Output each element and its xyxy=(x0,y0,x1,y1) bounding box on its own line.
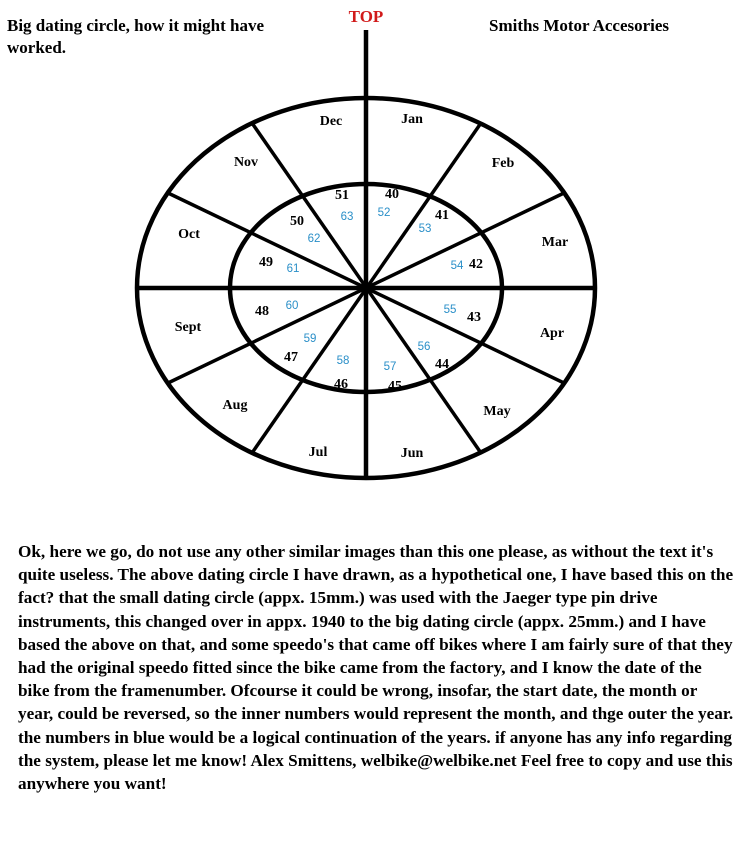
year-label-40: 40 xyxy=(385,187,399,202)
year-label-60: 60 xyxy=(285,300,299,312)
year-label-63: 63 xyxy=(340,211,354,223)
month-label-jul: Jul xyxy=(308,445,328,460)
year-label-42: 42 xyxy=(469,257,483,272)
month-label-may: May xyxy=(483,404,511,419)
year-label-44: 44 xyxy=(435,357,449,372)
year-label-53: 53 xyxy=(418,223,432,235)
year-label-52: 52 xyxy=(377,207,391,219)
year-label-61: 61 xyxy=(286,263,300,275)
year-label-47: 47 xyxy=(284,350,298,365)
year-label-57: 57 xyxy=(383,361,397,373)
month-label-apr: Apr xyxy=(539,326,565,341)
month-label-dec: Dec xyxy=(319,114,343,129)
year-label-49: 49 xyxy=(259,255,273,270)
year-label-56: 56 xyxy=(417,341,431,353)
year-label-58: 58 xyxy=(336,355,350,367)
month-label-aug: Aug xyxy=(222,398,248,413)
year-label-45: 45 xyxy=(388,379,402,394)
month-label-oct: Oct xyxy=(178,227,200,242)
year-label-41: 41 xyxy=(435,208,449,223)
month-label-nov: Nov xyxy=(233,155,259,170)
diagram-title: Big dating circle, how it might have worked. xyxy=(7,16,265,57)
year-label-51: 51 xyxy=(335,188,349,203)
month-label-sept: Sept xyxy=(174,320,202,335)
brand-name: Smiths Motor Accesories xyxy=(489,16,670,35)
year-label-62: 62 xyxy=(307,233,321,245)
year-label-54: 54 xyxy=(450,260,464,272)
month-label-mar: Mar xyxy=(541,235,569,250)
year-label-46: 46 xyxy=(334,377,348,392)
month-label-jun: Jun xyxy=(400,446,424,461)
explanation-text: Ok, here we go, do not use any other similar images than this one please, as without the text it's quite useless. The above dating circle I have drawn, as a hypothetical one, I have based this on the fact? that the small dating circle (appx. 15mm.) was used with the Jaeger type pin drive instruments, this changed over in appx. 1940 to the big dating circle (appx. 25mm.) and I have based the above on that, and some speedo's that came off bikes where I am fairly sure of that they had the original speedo fitted since the bike came from the factory, and I know the date of the bike from the framenumber. Ofcourse it could be wrong, insofar, the start date, the month or year, could be reversed, so the inner numbers would represent the month, and thge outer the year. the numbers in blue would be a logical continuation of the years. if anyone has any info regarding the system, please let me know! Alex Smittens, welbike@welbike.net Feel free to copy and use this anywhere you want! xyxy=(18,542,734,794)
year-label-43: 43 xyxy=(467,310,481,325)
year-label-59: 59 xyxy=(303,333,317,345)
year-label-55: 55 xyxy=(443,304,457,316)
month-label-feb: Feb xyxy=(491,156,515,171)
year-label-50: 50 xyxy=(290,214,304,229)
month-label-jan: Jan xyxy=(401,112,423,127)
top-label: TOP xyxy=(348,7,384,26)
year-label-48: 48 xyxy=(255,304,269,319)
